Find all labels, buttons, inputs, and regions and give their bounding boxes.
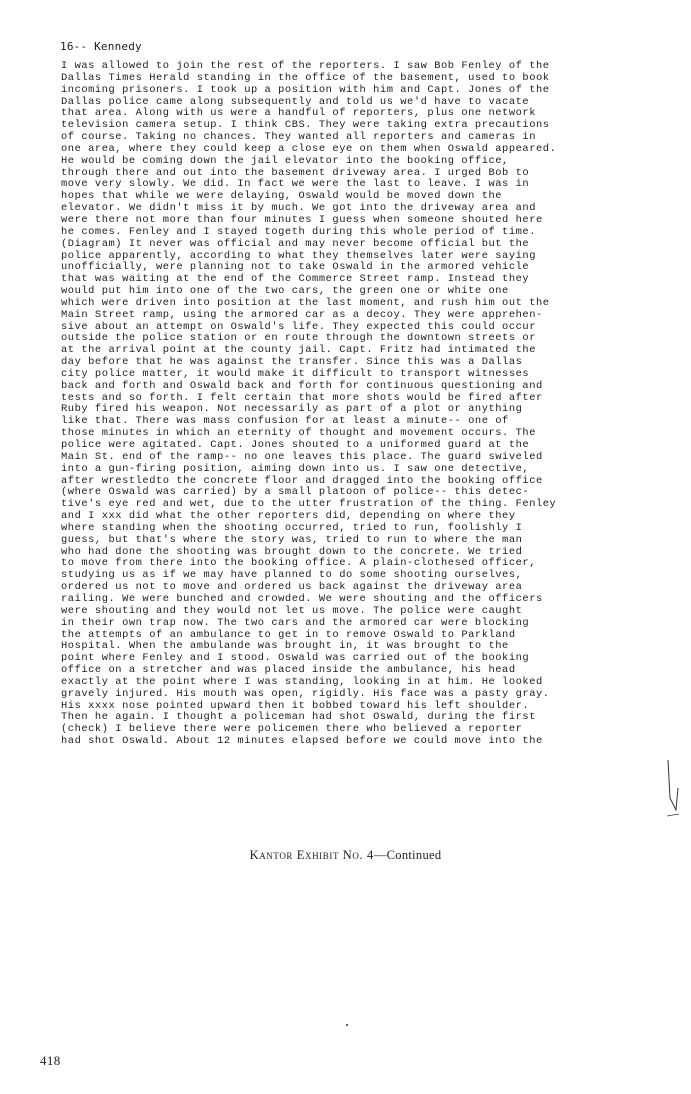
body-line: railing. We were bunched and crowded. We were shouting and the officers xyxy=(61,592,543,605)
body-line: he comes. Fenley and I stayed togeth during this whole period of time. xyxy=(61,225,536,238)
body-line: gravely injured. His mouth was open, rigidly. His face was a pasty gray. xyxy=(61,687,550,700)
body-line: He would be coming down the jail elevator into the booking office, xyxy=(61,154,509,167)
body-line: into a gun-firing position, aiming down into us. I saw one detective, xyxy=(61,462,530,475)
exhibit-caption-title: Kantor Exhibit No. 4 xyxy=(249,848,374,862)
body-line: tive's eye red and wet, due to the utter frustration of the thing. Fenley xyxy=(61,498,557,511)
body-line: Dallas police came along subsequently and told us we'd have to vacate xyxy=(61,95,530,108)
body-line: guess, but that's where the story was, tried to run to where the man xyxy=(61,533,523,546)
body-line: tests and so forth. I felt certain that more shots would be fired after xyxy=(61,391,543,404)
body-line: day before that he was against the transfer. Since this was a Dallas xyxy=(61,356,523,369)
body-line: were there not more than four minutes I guess when someone shouted here xyxy=(61,213,543,226)
body-line: move very slowly. We did. In fact we were the last to leave. I was in xyxy=(61,178,530,191)
body-line: Main St. end of the ramp-- no one leaves this place. The guard swiveled xyxy=(61,450,543,463)
body-line: those minutes in which an eternity of thought and movement occurs. The xyxy=(61,427,536,440)
body-line: the attempts of an ambulance to get in to remove Oswald to Parkland xyxy=(61,628,516,641)
body-line: of course. Taking no chances. They wanted all reporters and cameras in xyxy=(61,131,536,144)
body-line: hopes that while we were delaying, Oswald would be moved down the xyxy=(61,190,503,203)
body-line: city police matter, it would make it difficult to transport witnesses xyxy=(61,367,530,380)
page-number: 418 xyxy=(40,1053,61,1068)
body-line: in their own trap now. The two cars and the armored car were blocking xyxy=(61,616,530,629)
body-line: (where Oswald was carried) by a small platoon of police-- this detec- xyxy=(61,486,530,499)
body-line: office on a stretcher and was placed inside the ambulance, his head xyxy=(61,664,516,677)
body-line: through there and out into the basement driveway area. I urged Bob to xyxy=(61,166,530,179)
body-line: (Diagram) It never was official and may never become official but the xyxy=(61,237,530,250)
body-line: exactly at the point where I was standing, looking in at him. He looked xyxy=(61,675,543,688)
exhibit-caption-continued: —Continued xyxy=(373,848,442,862)
body-line: elevator. We didn't miss it by much. We got into the driveway area and xyxy=(61,202,536,215)
body-line: studying us as if we may have planned to do some shooting ourselves, xyxy=(61,569,523,582)
typed-body-text xyxy=(61,61,681,748)
margin-annotation-mark xyxy=(665,758,681,818)
body-line: incoming prisoners. I took up a position with him and Capt. Jones of the xyxy=(61,83,550,96)
body-line: had shot Oswald. About 12 minutes elapsed before we could move into the xyxy=(61,735,543,748)
body-line: one area, where they could keep a close eye on them when Oswald appeared. xyxy=(61,142,557,155)
body-line: point where Fenley and I stood. Oswald was carried out of the booking xyxy=(61,652,530,665)
body-line: and I xxx did what the other reporters did, depending on where they xyxy=(61,510,516,523)
body-line: Dallas Times Herald standing in the office of the basement, used to book xyxy=(61,71,550,84)
body-line: which were driven into position at the last moment, and rush him out the xyxy=(61,296,550,309)
body-line: unofficially, were planning not to take Oswald in the armored vehicle xyxy=(61,261,530,274)
body-line: (check) I believe there were policemen there who believed a reporter xyxy=(61,723,523,736)
exhibit-caption xyxy=(0,848,691,863)
body-line: Ruby fired his weapon. Not necessarily as part of a plot or anything xyxy=(61,403,523,416)
body-line: television camera setup. I think CBS. They were taking extra precautions xyxy=(61,119,550,132)
body-line: to move from there into the booking office. A plain-clothesed officer, xyxy=(61,557,536,570)
body-line: Main Street ramp, using the armored car as a decoy. They were apprehen- xyxy=(61,308,543,321)
body-line: sive about an attempt on Oswald's life. They expected this could occur xyxy=(61,320,536,333)
body-line: Hospital. When the ambulande was brought in, it was brought to the xyxy=(61,640,509,653)
body-line: I was allowed to join the rest of the reporters. I saw Bob Fenley of the xyxy=(61,60,550,72)
page-header: 16-- Kennedy xyxy=(60,40,142,53)
body-line: His xxxx nose pointed upward then it bobbed toward his left shoulder. xyxy=(61,699,530,712)
body-line: after wrestledto the concrete floor and dragged into the booking office xyxy=(61,474,543,487)
body-line: who had done the shooting was brought down to the concrete. We tried xyxy=(61,545,523,558)
body-line: would put him into one of the two cars, the green one or white one xyxy=(61,285,509,298)
body-line: outside the police station or en route through the downtown streets or xyxy=(61,332,536,345)
body-line: where standing when the shooting occurred, tried to run, foolishly I xyxy=(61,521,523,534)
body-line: Then he again. I thought a policeman had shot Oswald, during the first xyxy=(61,711,536,724)
body-line: like that. There was mass confusion for at least a minute-- one of xyxy=(61,415,509,428)
body-line: back and forth and Oswald back and forth for continuous questioning and xyxy=(61,379,543,392)
body-line: were shouting and they would not let us move. The police were caught xyxy=(61,604,523,617)
body-line: police were agitated. Capt. Jones shouted to a uniformed guard at the xyxy=(61,439,530,451)
body-line: that was waiting at the end of the Commerce Street ramp. Instead they xyxy=(61,273,530,286)
body-line: that area. Along with us were a handful of reporters, plus one network xyxy=(61,107,536,120)
body-line: at the arrival point at the county jail. Capt. Fritz had intimated the xyxy=(61,344,536,357)
body-line: ordered us not to move and ordered us back against the driveway area xyxy=(61,581,523,594)
body-line: police apparently, according to what they themselves later were saying xyxy=(61,249,536,262)
scan-speck xyxy=(346,1024,348,1026)
